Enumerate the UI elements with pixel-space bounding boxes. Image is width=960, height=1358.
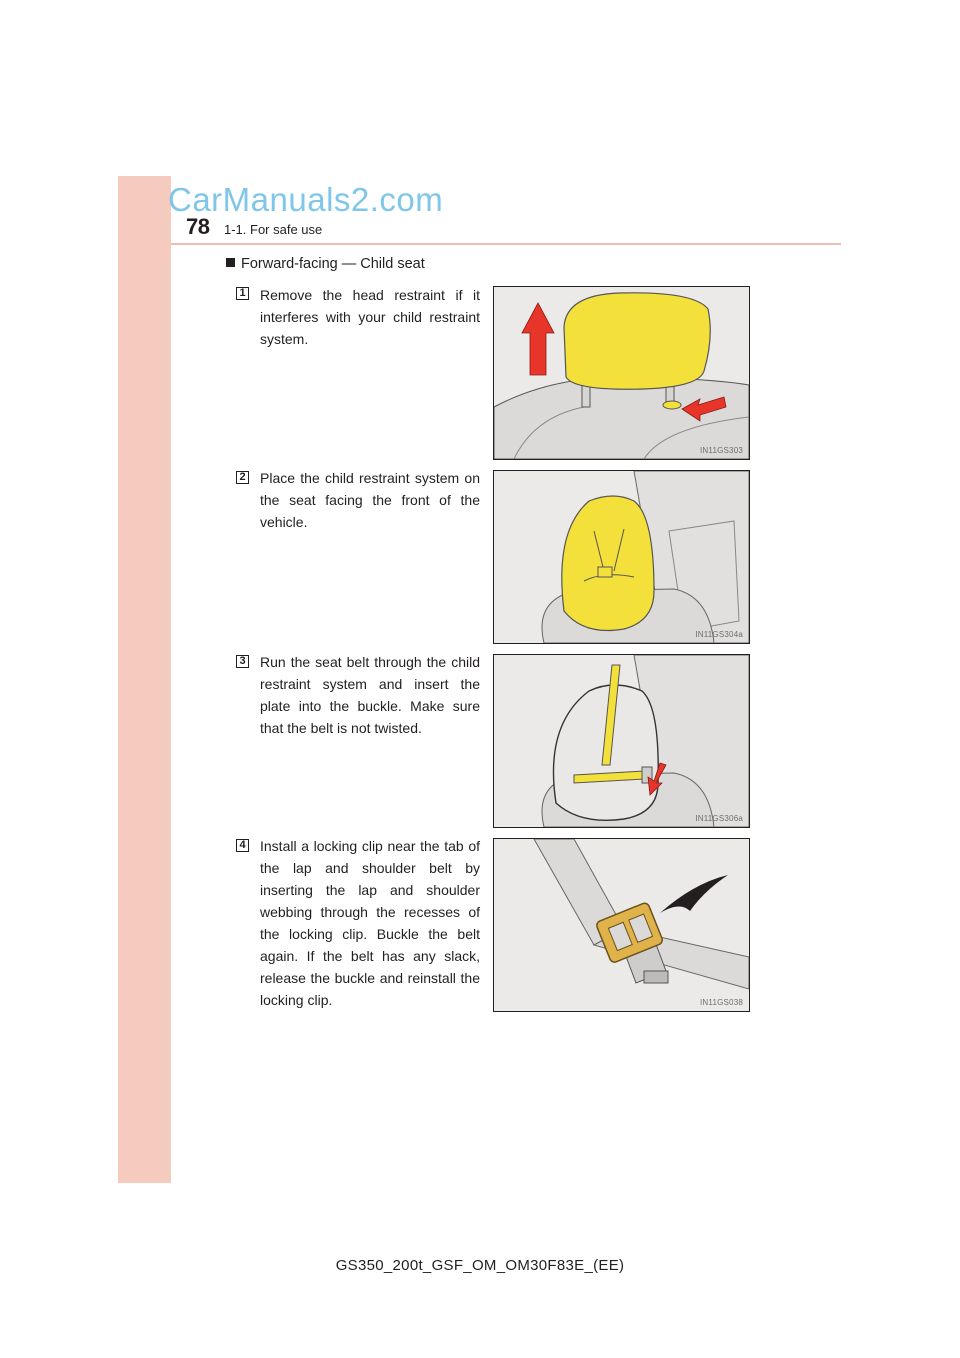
step-text-4: Install a locking clip near the tab of the lap and shoulder belt by inserting the lap and shoulder webbing through the recesses of the locking clip. Buckle the belt again. If the belt has any slack, release the buckle and reinstall the locking clip. [260,838,480,1008]
section-heading [226,256,425,272]
locking-clip-illustration [494,839,749,1011]
step-number-3: 3 [236,655,249,668]
figure-code-2: IN11GS304a [695,630,743,639]
page-number: 78 [186,214,210,239]
step-text-2: Place the child restraint system on the seat facing the front of the vehicle. [260,470,480,530]
figure-code-1: IN11GS303 [699,446,743,455]
seat-belt-routing-illustration [494,655,749,827]
step-text-1: Remove the head restraint if it interferes with your child restraint system. [260,287,480,347]
figure-seat-belt-routing [493,654,750,828]
step-number-4: 4 [236,839,249,852]
figure-code-3: IN11GS306a [695,814,743,823]
square-bullet-icon [226,258,235,267]
section-heading-text: Forward-facing — Child seat [241,256,425,272]
figure-head-restraint [493,286,750,460]
child-seat-placement-illustration [494,471,749,643]
watermark-logo: CarManuals2.com [168,181,444,218]
figure-child-seat-placement [493,470,750,644]
step-number-1: 1 [236,287,249,300]
head-restraint-illustration [494,287,749,459]
header-divider [171,243,841,245]
document-footer-code: GS350_200t_GSF_OM_OM30F83E_(EE) [335,1257,625,1274]
page-side-tab [118,176,171,1183]
section-title: 1-1. For safe use [224,222,323,237]
step-number-2: 2 [236,471,249,484]
step-text-3: Run the seat belt through the child restraint system and insert the plate into the buckle. Make sure that the belt is not twisted. [260,654,480,736]
figure-locking-clip [493,838,750,1012]
figure-code-4: IN11GS038 [699,998,743,1007]
